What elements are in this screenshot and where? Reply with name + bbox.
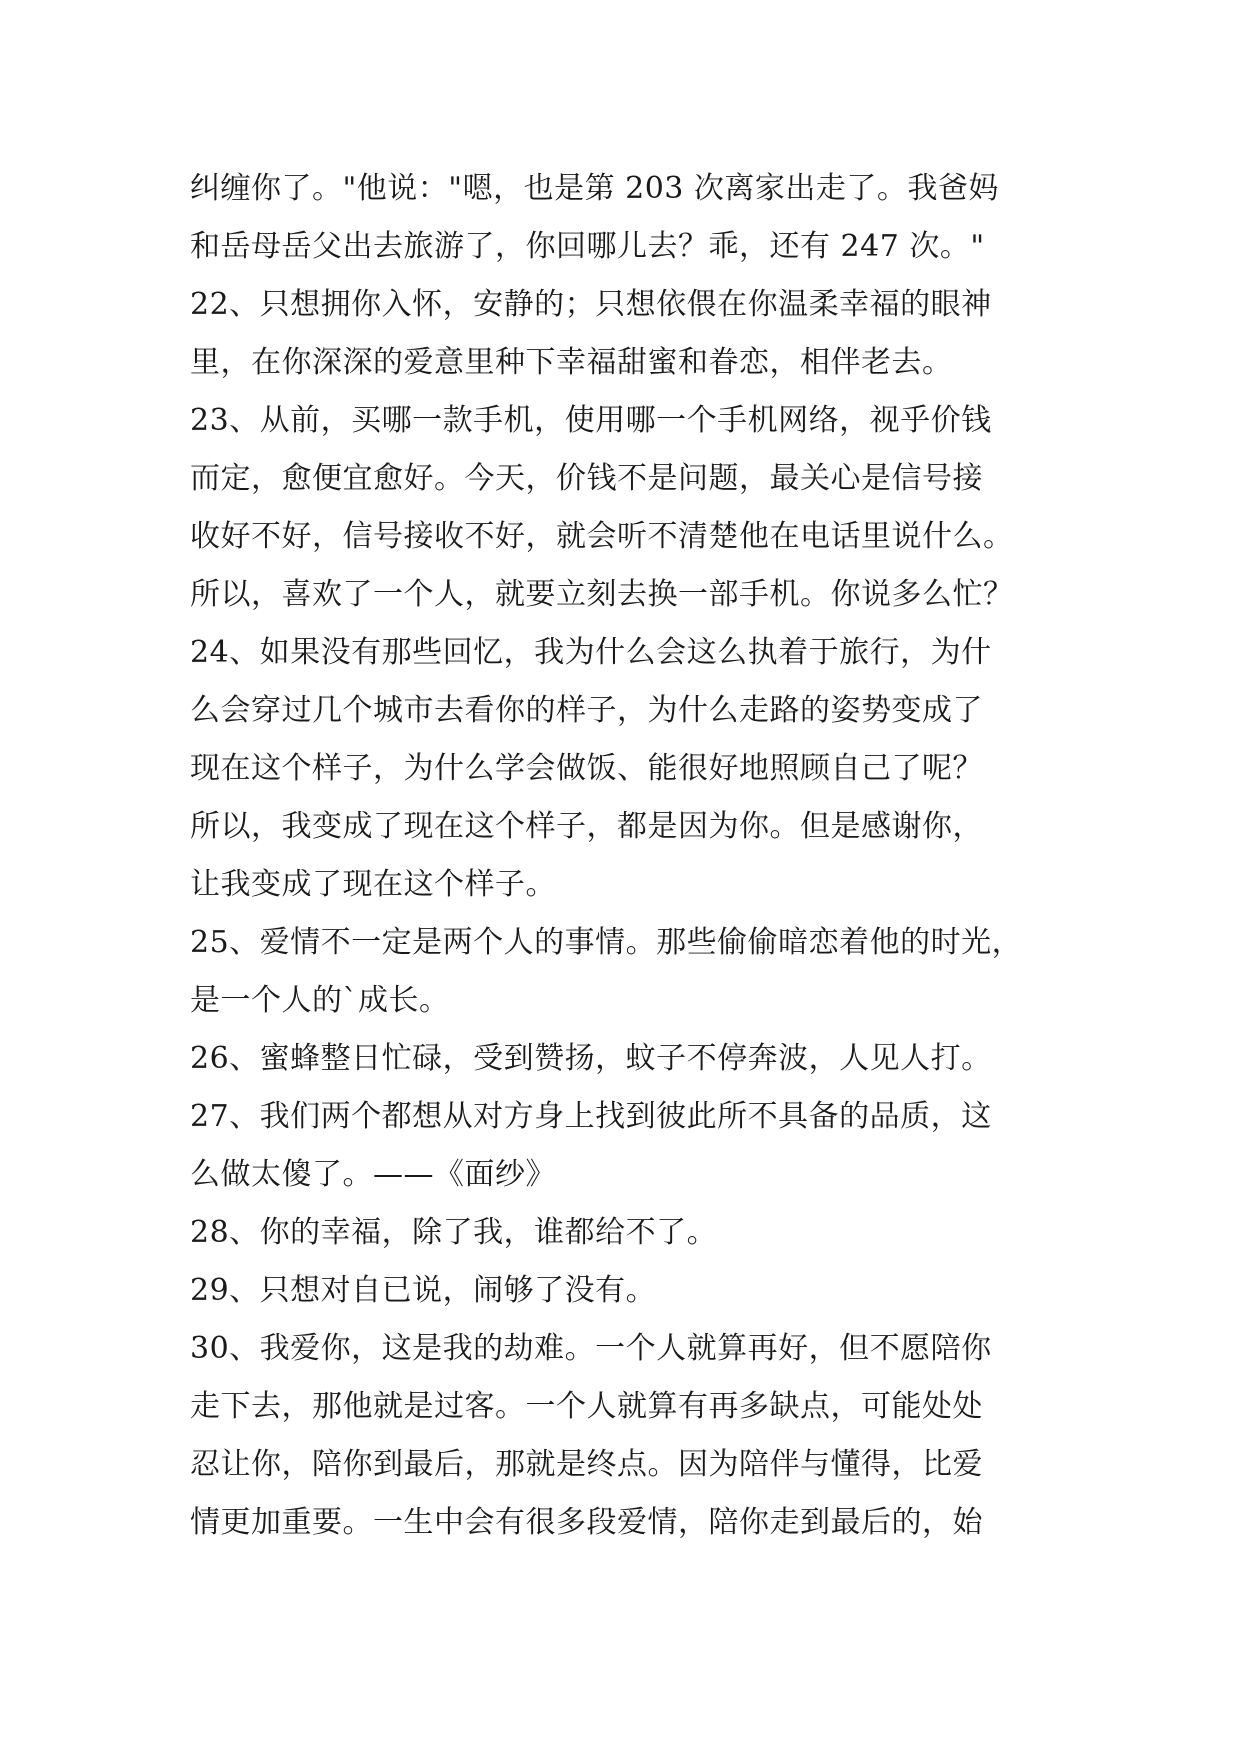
text-line: 26、蜜蜂整日忙碌，受到赞扬，蚊子不停奔波，人见人打。	[190, 1041, 992, 1076]
text-line: 让我变成了现在这个样子。	[190, 867, 556, 902]
text-line: 忍让你，陪你到最后，那就是终点。因为陪伴与懂得，比爱	[190, 1447, 983, 1482]
text-line: 现在这个样子，为什么学会做饭、能很好地照顾自己了呢？	[190, 751, 983, 786]
text-line: 29、只想对自已说，闹够了没有。	[190, 1273, 657, 1308]
text-line: 27、我们两个都想从对方身上找到彼此所不具备的品质，这	[190, 1099, 992, 1134]
text-line: 30、我爱你，这是我的劫难。一个人就算再好，但不愿陪你	[190, 1331, 992, 1366]
text-line: 里，在你深深的爱意里种下幸福甜蜜和眷恋，相伴老去。	[190, 345, 953, 380]
text-line: 收好不好，信号接收不好，就会听不清楚他在电话里说什么。	[190, 519, 1014, 554]
text-line: 22、只想拥你入怀，安静的；只想依偎在你温柔幸福的眼神	[190, 287, 992, 322]
text-line: 24、如果没有那些回忆，我为什么会这么执着于旅行，为什	[190, 635, 992, 670]
text-line: 走下去，那他就是过客。一个人就算有再多缺点，可能处处	[190, 1389, 983, 1424]
text-line: 纠缠你了。"他说："嗯，也是第 203 次离家出走了。我爸妈	[190, 171, 999, 206]
text-line: 23、从前，买哪一款手机，使用哪一个手机网络，视乎价钱	[190, 403, 992, 438]
text-line: 么会穿过几个城市去看你的样子，为什么走路的姿势变成了	[190, 693, 983, 728]
text-line: 所以，喜欢了一个人，就要立刻去换一部手机。你说多么忙？	[190, 577, 1014, 612]
text-line: 和岳母岳父出去旅游了，你回哪儿去？乖，还有 247 次。"	[190, 229, 985, 264]
text-line: 28、你的幸福，除了我，谁都给不了。	[190, 1215, 718, 1250]
body-text	[190, 160, 1060, 1552]
text-line: 是一个人的`成长。	[190, 983, 450, 1018]
text-line: 所以，我变成了现在这个样子，都是因为你。但是感谢你，	[190, 809, 983, 844]
text-line: 情更加重要。一生中会有很多段爱情，陪你走到最后的，始	[190, 1505, 983, 1540]
text-line: 25、爱情不一定是两个人的事情。那些偷偷暗恋着他的时光，	[190, 925, 1023, 960]
text-line: 而定，愈便宜愈好。今天，价钱不是问题，最关心是信号接	[190, 461, 983, 496]
text-line: 么做太傻了。——《面纱》	[190, 1157, 556, 1192]
